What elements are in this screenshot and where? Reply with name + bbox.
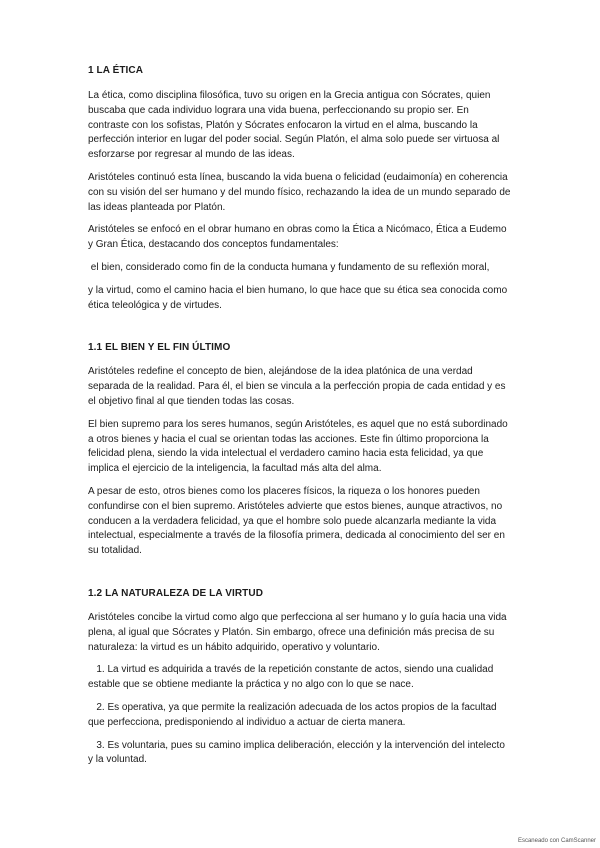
section-heading-naturaleza-virtud: 1.2 LA NATURALEZA DE LA VIRTUD <box>88 587 264 599</box>
paragraph: Aristóteles concibe la virtud como algo que perfecciona al ser humano y lo guía hacia una vida plena, al igual que Sócrates y Platón. Sin embargo, ofrece una definición más precisa de su naturaleza: la virtud es un hábito adquirido, operativo y voluntario. <box>88 611 507 653</box>
list-item: 2. Es operativa, ya que permite la realización adecuada de los actos propios de la facultad que perfecciona, predisponiendo al individuo a actuar de cierta manera. <box>88 701 500 728</box>
document-page <box>88 64 512 768</box>
paragraph: La ética, como disciplina filosófica, tuvo su origen en la Grecia antigua con Sócrates, quien buscaba que cada individuo lograra una vida buena, perfeccionando su propio ser. En contraste con los sofistas, Platón y Sócrates enfocaron la virtud en el alma, buscando la perfección interior en lugar del poder social. Según Platón, el alma solo puede ser virtuosa al esforzarse por regresar al mundo de las ideas. <box>88 90 500 161</box>
paragraph: A pesar de esto, otros bienes como los placeres físicos, la riqueza o los honores pueden confundirse con el bien supremo. Aristóteles advierte que estos bienes, aunque atractivos, no conducen a la verdadera felicidad, ya que el hombre solo puede alcanzarla mediante la vida intelectual, especialmente a través de la filosofía primera, dedicada al conocimiento del ser en su totalidad. <box>88 485 505 557</box>
paragraph: el bien, considerado como fin de la conducta humana y fundamento de su reflexión moral, <box>88 261 490 273</box>
paragraph: Aristóteles continuó esta línea, buscando la vida buena o felicidad (eudaimonía) en coherencia con su visión del ser humano y del mundo físico, rechazando la idea de un mundo separado de las ideas planteada por Platón. <box>88 171 511 213</box>
section-heading-la-etica: 1 LA ÉTICA <box>88 65 144 76</box>
list-item: 3. Es voluntaria, pues su camino implica deliberación, elección y la intervención del intelecto y la voluntad. <box>88 739 508 766</box>
list-item: 1. La virtud es adquirida a través de la repetición constante de actos, siendo una cualidad estable que se obtiene mediante la práctica y no algo con lo que se nace. <box>88 664 497 691</box>
paragraph: y la virtud, como el camino hacia el bien humano, lo que hace que su ética sea conocida como ética teleológica y de virtudes. <box>88 284 508 311</box>
paragraph: Aristóteles se enfocó en el obrar humano en obras como la Ética a Nicómaco, Ética a Eudemo y Gran Ética, destacando dos conceptos fundamentales: <box>88 224 507 251</box>
paragraph: Aristóteles redefine el concepto de bien, alejándose de la idea platónica de una verdad separada de la realidad. Para él, el bien se vincula a la perfección propia de cada entidad y es el objetivo final al que tienden todas las cosas. <box>88 366 506 407</box>
section-heading-bien-fin-ultimo: 1.1 EL BIEN Y EL FIN ÚLTIMO <box>88 342 231 354</box>
paragraph: El bien supremo para los seres humanos, según Aristóteles, es aquel que no está subordinado a otros bienes y hacia el cual se orientan todas las acciones. Este fin último proporciona la felicidad plena, siendo la vida intelectual el verdadero camino hacia esta felicidad, ya que implica el ejercicio de la inteligencia, la facultad más alta del alma. <box>88 418 508 475</box>
scanner-watermark: Escaneado con CamScanner <box>517 838 596 844</box>
